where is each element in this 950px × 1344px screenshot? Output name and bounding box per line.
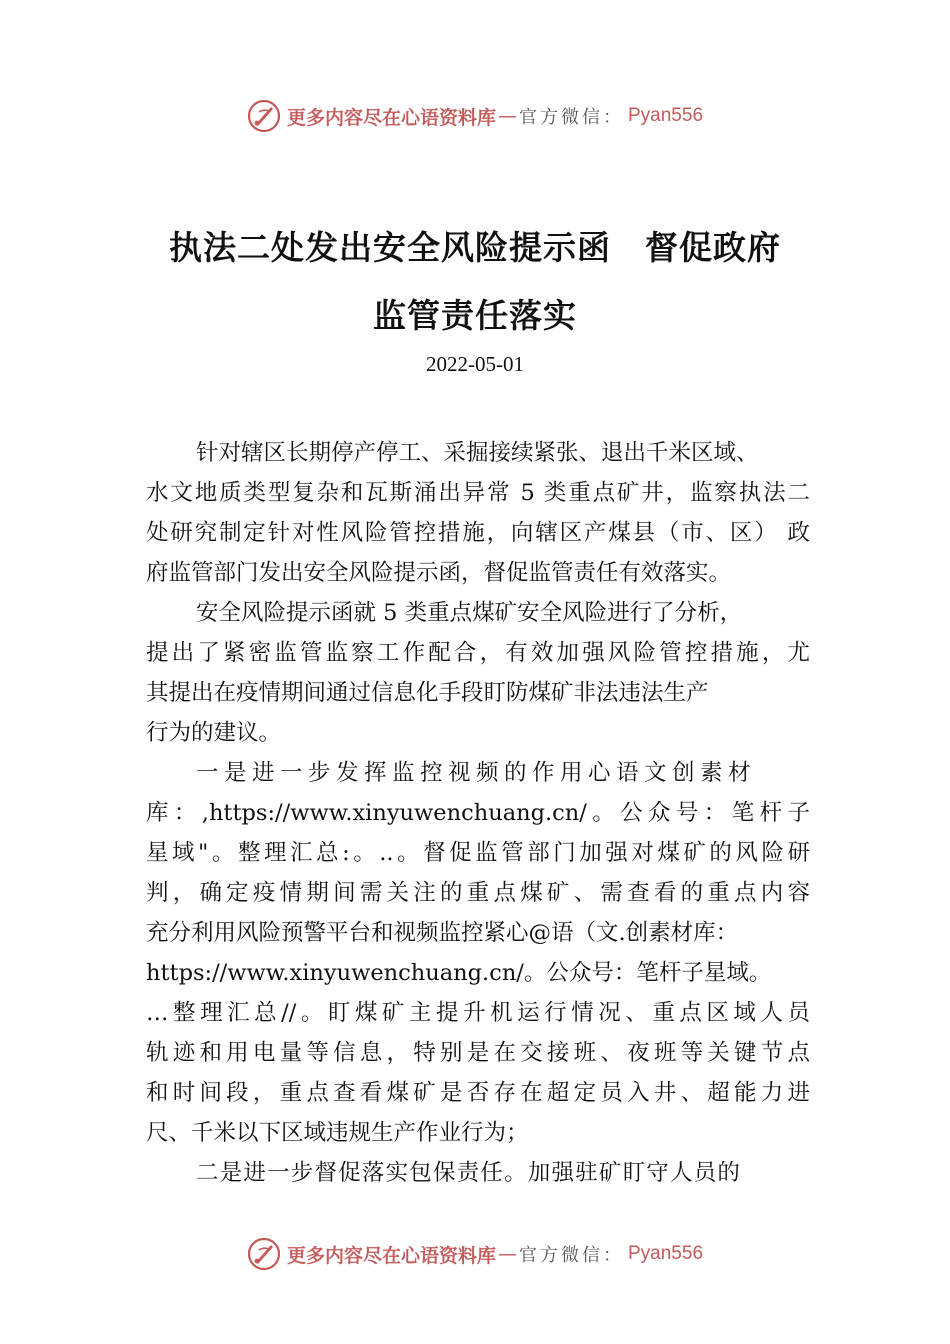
body-line: 府监管部门发出安全风险提示函，督促监管责任有效落实。 bbox=[146, 560, 732, 586]
banner-dash: — bbox=[498, 1243, 517, 1265]
quill-logo-icon bbox=[247, 99, 281, 133]
header-watermark-banner bbox=[0, 96, 950, 136]
body-line: 轨迹和用电量等信息，特别是在交接班、夜班等关键节点 bbox=[146, 1040, 810, 1066]
wechat-id: Pyan556 bbox=[628, 105, 704, 126]
quill-logo-icon bbox=[247, 1237, 281, 1271]
body-line: 安全风险提示函就 5 类重点煤矿安全风险进行了分析， bbox=[196, 600, 743, 626]
body-line: 星域"。整理汇总:。..。督促监管部门加强对煤矿的风险研 bbox=[146, 840, 810, 866]
body-line: 充分利用风险预警平台和视频监控紧心@语（文.创素材库： bbox=[146, 920, 739, 946]
footer-watermark-banner bbox=[0, 1234, 950, 1274]
article-title-line-1: 执法二处发出安全风险提示函 督促政府 bbox=[169, 228, 781, 267]
body-line: 二是进一步督促落实包保责任。加强驻矿盯守人员的 bbox=[196, 1160, 742, 1186]
body-line: 水文地质类型复杂和瓦斯涌出异常 5 类重点矿井，监察执法二 bbox=[146, 480, 810, 506]
body-line: 一是进一步发挥监控视频的作用心语文创素材 bbox=[196, 760, 757, 786]
article-date: 2022-05-01 bbox=[426, 352, 524, 376]
body-line: 处研究制定针对性风险管控措施，向辖区产煤县（市、区） 政 bbox=[146, 520, 810, 546]
body-line: …整理汇总//。盯煤矿主提升机运行情况、重点区域人员 bbox=[146, 1000, 810, 1026]
wechat-label: 官方微信： bbox=[519, 107, 624, 128]
body-line: https://www.xinyuwenchuang.cn/。公众号：笔杆子星域。 bbox=[146, 960, 772, 986]
body-line: 判，确定疫情期间需关注的重点煤矿、需查看的重点内容 bbox=[146, 880, 810, 906]
body-line: 行为的建议。 bbox=[146, 720, 282, 746]
wechat-label: 官方微信： bbox=[519, 1245, 624, 1266]
body-line: 提出了紧密监管监察工作配合，有效加强风险管控措施，尤 bbox=[146, 640, 810, 666]
site-name: 更多内容尽在心语资料库 bbox=[286, 1244, 496, 1267]
banner-dash: — bbox=[498, 105, 517, 127]
body-line: 尺、千米以下区域违规生产作业行为； bbox=[146, 1120, 529, 1146]
article-body bbox=[146, 433, 810, 1193]
site-name: 更多内容尽在心语资料库 bbox=[286, 106, 496, 129]
body-line: 库：,https://www.xinyuwenchuang.cn/。公众号：笔杆子 bbox=[146, 800, 810, 826]
body-line: 和时间段，重点查看煤矿是否存在超定员入井、超能力进 bbox=[146, 1080, 810, 1106]
body-line: 针对辖区长期停产停工、采掘接续紧张、退出千米区域、 bbox=[196, 440, 759, 466]
article-title-line-2: 监管责任落实 bbox=[373, 296, 577, 335]
body-line: 其提出在疫情期间通过信息化手段盯防煤矿非法违法生产 bbox=[146, 680, 709, 706]
wechat-id: Pyan556 bbox=[628, 1243, 704, 1264]
